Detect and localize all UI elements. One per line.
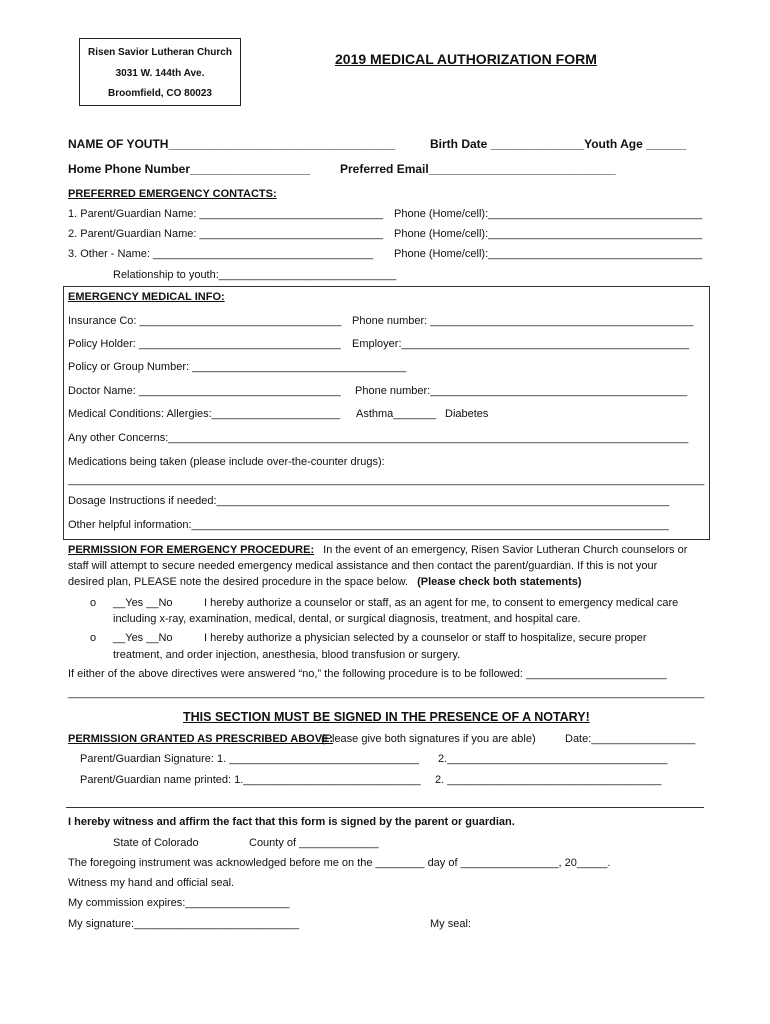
other-concerns-field[interactable]: Any other Concerns:_____________________________________________________________________________________ [68,432,689,444]
permission-text-2: staff will attempt to secure needed emergency medical assistance and then contact the parent/guardian. If this is not your [68,560,658,572]
other-info-field[interactable]: Other helpful information:______________________________________________________________________________ [68,519,669,531]
guardian-signature-1-field[interactable]: Parent/Guardian Signature: 1. _______________________________ [80,753,419,765]
commission-expires-field[interactable]: My commission expires:_________________ [68,897,290,909]
contact-3-phone-field[interactable]: Phone (Home/cell):___________________________________ [394,248,703,260]
option-2-bullet: o [90,632,97,644]
option-1-bullet: o [90,597,97,609]
section-divider [66,807,704,808]
alternate-procedure-line[interactable]: ________________________________________________________________________________________________________ [68,687,705,699]
allergies-field[interactable]: Medical Conditions: Allergies:_____________________ [68,408,341,420]
state-label: State of Colorado [113,837,199,849]
church-name: Risen Savior Lutheran Church [88,47,232,58]
medical-info-heading: EMERGENCY MEDICAL INFO: [68,291,225,303]
witness-heading: I hereby witness and affirm the fact that this form is signed by the parent or guardian. [68,816,515,828]
option-1-text-2: including x-ray, examination, medical, dental, or surgical diagnosis, treatment, and hospital care. [113,613,581,625]
diabetes-label: Diabetes [445,408,489,420]
option-1-text-1: I hereby authorize a counselor or staff, as an agent for me, to consent to emergency medical care [204,597,679,609]
medications-field[interactable]: ________________________________________________________________________________________________________ [68,474,705,486]
doctor-name-field[interactable]: Doctor Name: _________________________________ [68,385,341,397]
alternate-procedure-field[interactable]: If either of the above directives were answered “no,” the following procedure is to be followed: _______________________ [68,668,667,680]
form-title: 2019 MEDICAL AUTHORIZATION FORM [335,51,597,67]
notary-heading: THIS SECTION MUST BE SIGNED IN THE PRESENCE OF A NOTARY! [183,710,590,724]
acknowledgement-field[interactable]: The foregoing instrument was acknowledged before me on the ________ day of ________________, 20_____. [68,857,611,869]
permission-text-1: In the event of an emergency, Risen Savior Lutheran Church counselors or [323,544,688,556]
youth-name-field[interactable]: NAME OF YOUTH__________________________________ [68,137,396,151]
asthma-field[interactable]: Asthma_______ [356,408,437,420]
policy-number-field[interactable]: Policy or Group Number: ___________________________________ [68,361,407,373]
contact-2-phone-field[interactable]: Phone (Home/cell):___________________________________ [394,228,703,240]
permission-text-3: desired plan, PLEASE note the desired procedure in the space below. [68,576,409,588]
insurance-phone-field[interactable]: Phone number: ___________________________________________ [352,315,694,327]
notary-signature-field[interactable]: My signature:___________________________ [68,918,300,930]
option-2-yes-no-checkbox[interactable]: __Yes __No [113,632,173,644]
date-field[interactable]: Date:_________________ [565,733,696,745]
county-field[interactable]: County of _____________ [249,837,379,849]
relationship-field[interactable]: Relationship to youth:_____________________________ [113,269,397,281]
check-both-note: (Please check both statements) [417,576,582,588]
permission-paragraph-line3 [68,576,582,588]
permission-heading: PERMISSION FOR EMERGENCY PROCEDURE: [68,544,315,556]
dosage-field[interactable]: Dosage Instructions if needed:__________________________________________________________________________ [68,495,670,507]
option-2-text-1: I hereby authorize a physician selected by a counselor or staff to hospitalize, secure proper [204,632,647,644]
medications-label: Medications being taken (please include over-the-counter drugs): [68,456,385,468]
contact-2-name-field[interactable]: 2. Parent/Guardian Name: ______________________________ [68,228,383,240]
preferred-email-field[interactable]: Preferred Email____________________________ [340,162,616,176]
permission-granted-heading: PERMISSION GRANTED AS PRESCRIBED ABOVE: [68,733,334,745]
church-street: 3031 W. 144th Ave. [115,68,205,79]
emergency-contacts-heading: PREFERRED EMERGENCY CONTACTS: [68,188,277,200]
insurance-field[interactable]: Insurance Co: _________________________________ [68,315,342,327]
home-phone-field[interactable]: Home Phone Number__________________ [68,162,311,176]
option-1-yes-no-checkbox[interactable]: __Yes __No [113,597,173,609]
permission-paragraph-line1 [68,544,687,556]
guardian-signature-2-field[interactable]: 2.____________________________________ [438,753,668,765]
employer-field[interactable]: Employer:_______________________________________________ [352,338,690,350]
guardian-printed-name-2-field[interactable]: 2. ___________________________________ [435,774,662,786]
notary-seal-label: My seal: [430,918,471,930]
signature-note: (Please give both signatures if you are able) [321,733,536,745]
church-city: Broomfield, CO 80023 [108,88,212,99]
contact-1-name-field[interactable]: 1. Parent/Guardian Name: ______________________________ [68,208,383,220]
guardian-printed-name-1-field[interactable]: Parent/Guardian name printed: 1._____________________________ [80,774,421,786]
contact-3-name-field[interactable]: 3. Other - Name: ____________________________________ [68,248,374,260]
doctor-phone-field[interactable]: Phone number:__________________________________________ [355,385,688,397]
contact-1-phone-field[interactable]: Phone (Home/cell):___________________________________ [394,208,703,220]
official-seal-text: Witness my hand and official seal. [68,877,235,889]
birth-date-age-field[interactable]: Birth Date ______________Youth Age ______ [430,137,687,151]
policy-holder-field[interactable]: Policy Holder: _________________________________ [68,338,341,350]
option-2-text-2: treatment, and order injection, anesthesia, blood transfusion or surgery. [113,649,461,661]
church-address-box [79,38,241,106]
